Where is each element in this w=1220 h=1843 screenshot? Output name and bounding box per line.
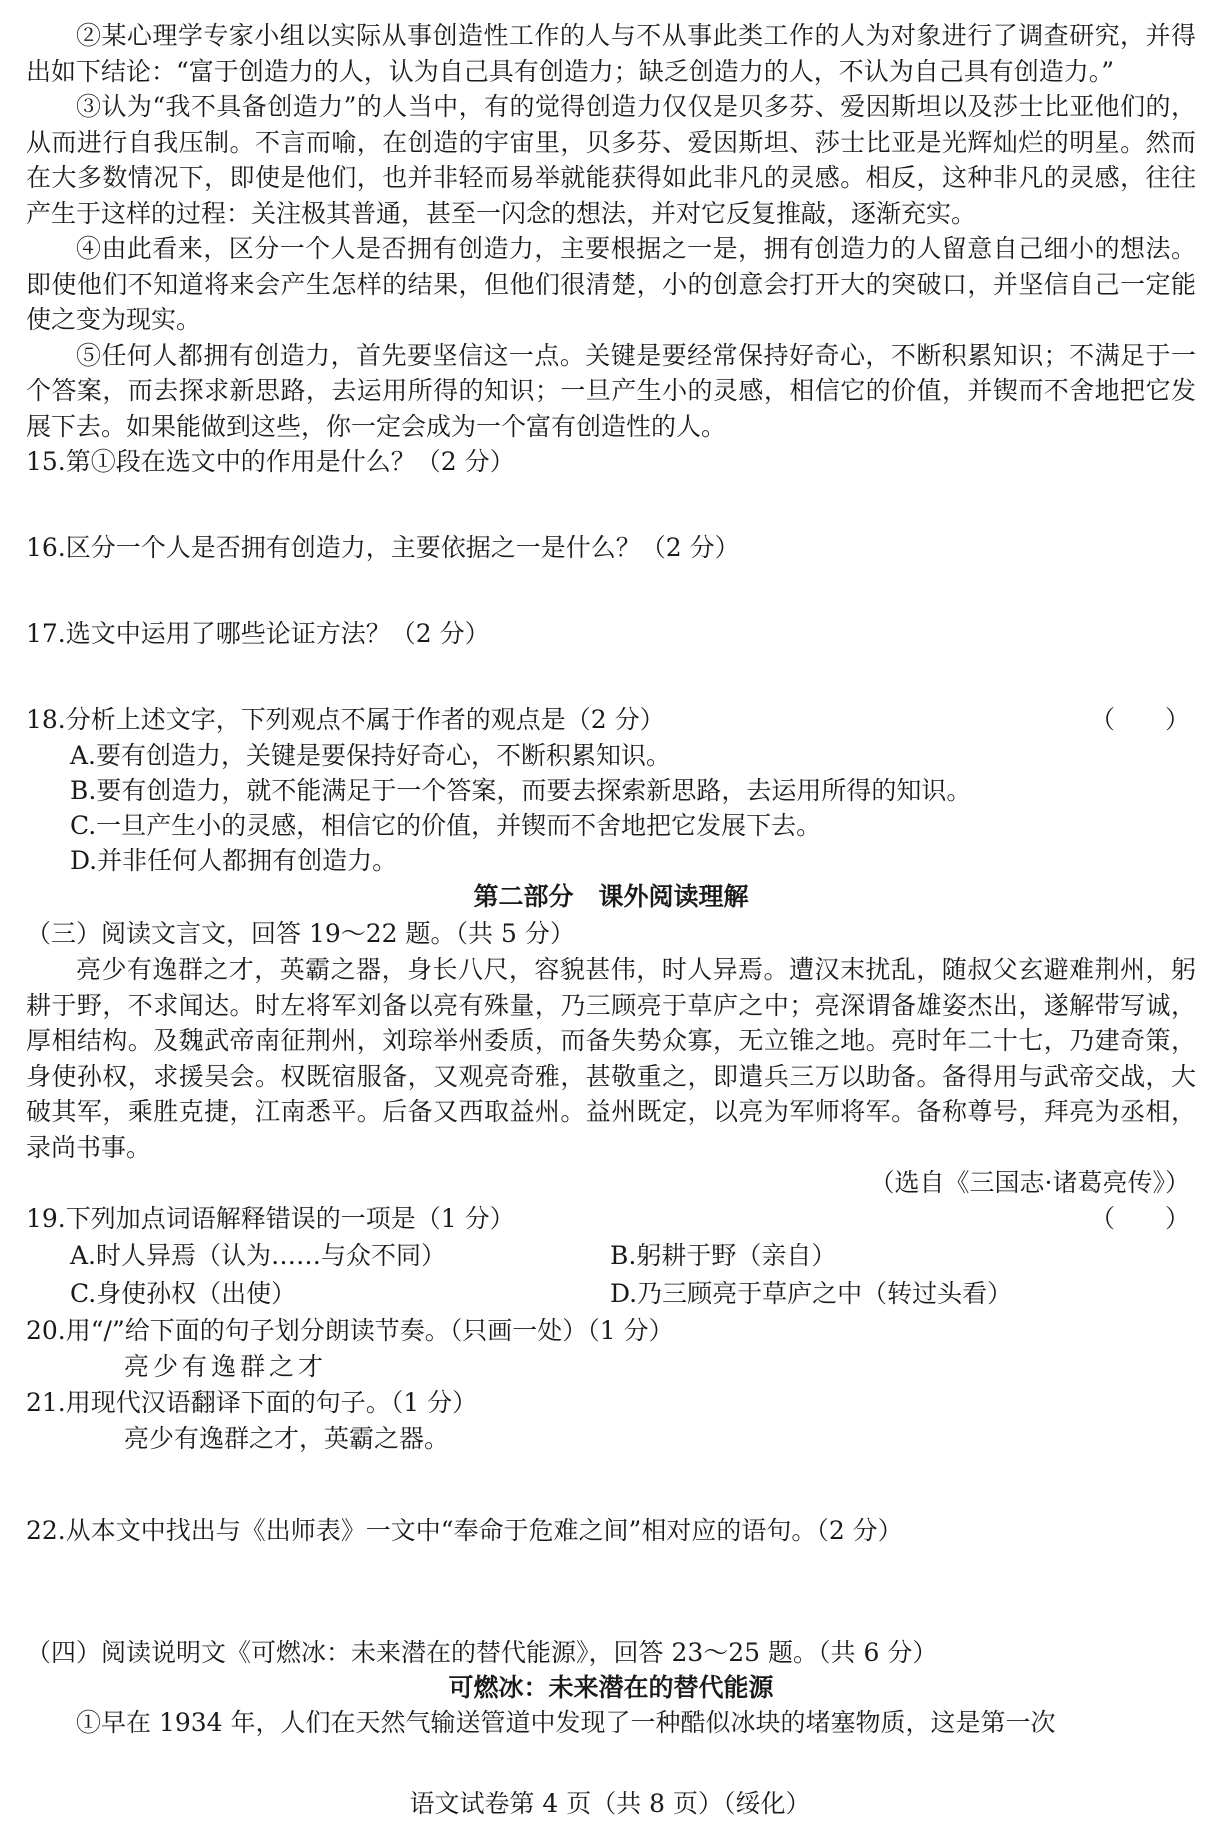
question-18 <box>26 702 1196 738</box>
answer-space <box>26 652 1196 702</box>
question-19 <box>26 1201 1196 1237</box>
paragraph-2: ②某心理学专家小组以实际从事创造性工作的人与不从事此类工作的人为对象进行了调查研究，并得出如下结论：“富于创造力的人，认为自己具有创造力；缺乏创造力的人，不认为自己具有创造力。” <box>26 21 1196 86</box>
question-20-sentence: 亮少有逸群之才 <box>124 1352 328 1381</box>
question-16: 16.区分一个人是否拥有创造力，主要依据之一是什么？（2 分） <box>26 533 740 562</box>
option-a: A.要有创造力，关键是要保持好奇心，不断积累知识。 <box>70 741 672 770</box>
page-footer: 语文试卷第 4 页（共 8 页）（绥化） <box>409 1789 811 1818</box>
paragraph-3: ③认为“我不具备创造力”的人当中，有的觉得创造力仅仅是贝多芬、爱因斯坦以及莎士比亚他们的，从而进行自我压制。不言而喻，在创造的宇宙里，贝多芬、爱因斯坦、莎士比亚是光辉灿烂的明星。然而在大多数情况下，即使是他们，也并非轻而易举就能获得如此非凡的灵感。相反，这种非凡的灵感，往往产生于这样的过程：关注极其普通，甚至一闪念的想法，并对它反复推敲，逐渐充实。 <box>26 92 1196 228</box>
answer-space <box>26 566 1196 616</box>
passage-source: （选自《三国志·诸葛亮传》） <box>869 1168 1190 1197</box>
answer-bracket: （ ） <box>1089 705 1190 734</box>
question-18-text: 18.分析上述文字，下列观点不属于作者的观点是（2 分） <box>26 705 665 734</box>
answer-space <box>26 1457 1196 1513</box>
answer-space <box>26 480 1196 530</box>
section-4-paragraph-1: ①早在 1934 年，人们在天然气输送管道中发现了一种酷似冰块的堵塞物质，这是第一次 <box>76 1708 1056 1737</box>
answer-space <box>26 1549 1196 1635</box>
classical-passage: 亮少有逸群之才，英霸之器，身长八尺，容貌甚伟，时人异焉。遭汉末扰乱，随叔父玄避难荆州，躬耕于野，不求闻达。时左将军刘备以亮有殊量，乃三顾亮于草庐之中；亮深谓备雄姿杰出，遂解带写诚，厚相结构。及魏武帝南征荆州，刘琮举州委质，而备失势众寡，无立锥之地。亮时年二十七，乃建奇策，身使孙权，求援吴会。权既宿服备，又观亮奇雅，甚敬重之，即遣兵三万以助备。备得用与武帝交战，大破其军，乘胜克捷，江南悉平。后备又西取益州。益州既定，以亮为军师将军。备称尊号，拜亮为丞相，录尚书事。 <box>26 955 1196 1162</box>
question-22: 22.从本文中找出与《出师表》一文中“奉命于危难之间”相对应的语句。（2 分） <box>26 1516 903 1545</box>
part-2-heading: 第二部分 课外阅读理解 <box>473 882 749 911</box>
section-4-heading: 可燃冰：未来潜在的替代能源 <box>448 1673 774 1702</box>
paragraph-4: ④由此看来，区分一个人是否拥有创造力，主要根据之一是，拥有创造力的人留意自己细小的想法。即使他们不知道将来会产生怎样的结果，但他们很清楚，小的创意会打开大的突破口，并坚信自己一定能使之变为现实。 <box>26 234 1196 334</box>
question-19-text: 19.下列加点词语解释错误的一项是（1 分） <box>26 1204 515 1233</box>
option-a: A.时人异焉（认为……与众不同） <box>70 1241 447 1270</box>
options-row <box>70 1237 1196 1275</box>
question-20: 20.用“/”给下面的句子划分朗读节奏。（只画一处）（1 分） <box>26 1316 674 1345</box>
option-d: D.并非任何人都拥有创造力。 <box>70 846 398 875</box>
option-d: D.乃三顾亮于草庐之中（转过头看） <box>610 1279 1013 1308</box>
option-c: C.一旦产生小的灵感，相信它的价值，并锲而不舍地把它发展下去。 <box>70 811 822 840</box>
option-b: B.躬耕于野（亲自） <box>610 1241 837 1270</box>
option-c: C.身使孙权（出使） <box>70 1279 297 1308</box>
paragraph-5: ⑤任何人都拥有创造力，首先要坚信这一点。关键是要经常保持好奇心，不断积累知识；不满足于一个答案，而去探求新思路，去运用所得的知识；一旦产生小的灵感，相信它的价值，并锲而不舍地把它发展下去。如果能做到这些，你一定会成为一个富有创造性的人。 <box>26 340 1196 441</box>
section-4-title: （四）阅读说明文《可燃冰：未来潜在的替代能源》，回答 23～25 题。（共 6 分） <box>26 1638 938 1667</box>
question-15: 15.第①段在选文中的作用是什么？（2 分） <box>26 447 515 476</box>
option-b: B.要有创造力，就不能满足于一个答案，而要去探索新思路，去运用所得的知识。 <box>70 776 972 805</box>
question-21: 21.用现代汉语翻译下面的句子。（1 分） <box>26 1388 478 1417</box>
options-row <box>70 1275 1196 1313</box>
section-3-title: （三）阅读文言文，回答 19～22 题。（共 5 分） <box>26 919 575 948</box>
answer-bracket: （ ） <box>1089 1204 1190 1233</box>
exam-page <box>26 18 1196 1741</box>
question-17: 17.选文中运用了哪些论证方法？（2 分） <box>26 619 490 648</box>
question-21-sentence: 亮少有逸群之才，英霸之器。 <box>124 1424 450 1453</box>
